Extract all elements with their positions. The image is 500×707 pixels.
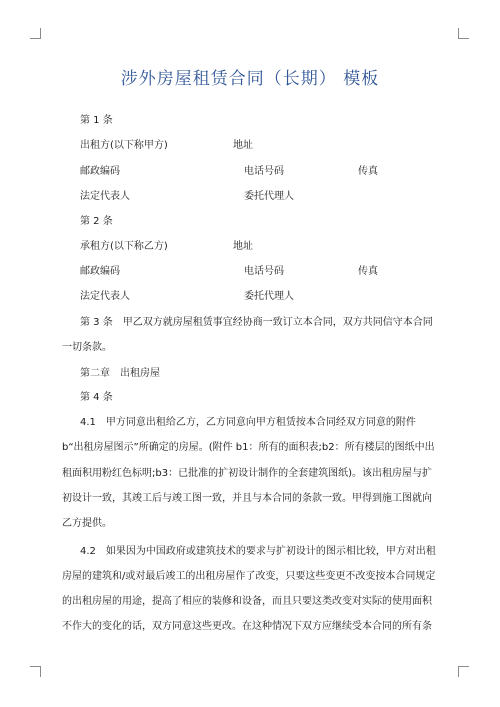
lessee-legal-rep-label: 法定代表人	[80, 291, 130, 302]
clause-4-1-line: 租面积用粉红色标明;b3：已批准的扩初设计制作的全套建筑图纸)。该出租房屋与扩	[62, 468, 432, 479]
lessee-agent-label: 委托代理人	[244, 291, 294, 302]
article-3-line: 一切条款。	[62, 342, 112, 353]
lessor-agent-label: 委托代理人	[244, 191, 294, 202]
lessor-address-label: 地址	[233, 140, 253, 151]
clause-4-1-line: 乙方提供。	[62, 518, 112, 529]
clause-4-2-line: 不作大的变化的话，双方同意这些更改。在这种情况下双方应继续受本合同的所有条	[62, 621, 432, 632]
document-title: 涉外房屋租赁合同（长期） 模板	[120, 69, 380, 89]
clause-4-2-line: 房屋的建筑和/或对最后竣工的出租房屋作了改变，只要这些变更不改变按本合同规定	[62, 571, 436, 582]
clause-4-1-line: b“出租房屋图示”所确定的房屋。(附件 b1：所有的面积表;b2：所有楼层的图纸中出	[62, 442, 435, 453]
lessor-name-label: 出租方(以下称甲方)	[80, 140, 168, 151]
article-2-heading: 第 2 条	[80, 216, 113, 227]
article-1-heading: 第 1 条	[80, 115, 113, 126]
article-3-line: 第 3 条 甲乙双方就房屋租赁事宜经协商一致订立本合同，双方共同信守本合同	[80, 317, 433, 328]
lessor-phone-label: 电话号码	[244, 166, 284, 177]
lessor-legal-rep-label: 法定代表人	[80, 191, 130, 202]
article-4-heading: 第 4 条	[80, 392, 113, 403]
clause-4-1-line: 初设计一致，其竣工后与竣工图一致，并且与本合同的条款一致。甲得到施工图就向	[62, 493, 432, 504]
lessor-postcode-label: 邮政编码	[80, 166, 120, 177]
crop-mark-top-right	[458, 28, 469, 39]
lessee-address-label: 地址	[233, 241, 253, 252]
lessor-fax-label: 传真	[358, 166, 378, 177]
lessee-fax-label: 传真	[358, 266, 378, 277]
crop-mark-bottom-right	[458, 666, 469, 677]
crop-mark-top-left	[30, 28, 41, 39]
clause-4-2-line: 4.2 如果因为中国政府或建筑技术的要求与扩初设计的图示相比较，甲方对出租	[80, 546, 436, 557]
lessee-postcode-label: 邮政编码	[80, 266, 120, 277]
lessee-phone-label: 电话号码	[244, 266, 284, 277]
chapter-2-heading: 第二章 出租房屋	[80, 368, 160, 379]
clause-4-1-line: 4.1 甲方同意出租给乙方，乙方同意向甲方租赁按本合同经双方同意的附件	[80, 417, 416, 428]
clause-4-2-line: 的出租房屋的用途，提高了相应的装修和设备，而且只要这类改变对实际的使用面积	[62, 596, 432, 607]
lessee-name-label: 承租方(以下称乙方)	[80, 241, 168, 252]
crop-mark-bottom-left	[30, 666, 41, 677]
